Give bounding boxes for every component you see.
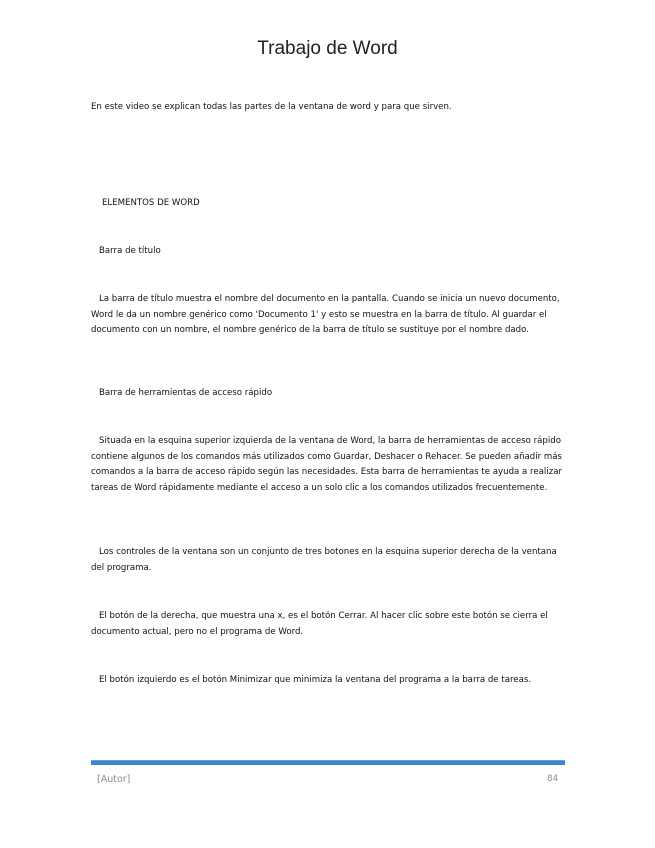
title-bar-heading: Barra de título [99,246,161,256]
footer-divider [91,760,565,765]
window-controls-paragraph: Los controles de la ventana son un conjunto de tres botones en la esquina superior derecha de la ventana del programa. [91,547,557,573]
footer-author: [Autor] [97,774,131,785]
quick-access-paragraph: Situada en la esquina superior izquierda de la ventana de Word, la barra de herramientas de acceso rápido contiene algunos de los comandos más utilizados como Guardar, Deshacer o Rehacer. Se pueden añadir más comandos a la barra de acceso rápido según las necesidades. Esta barra de herramientas te ayuda a realizar tareas de Word rápidamente mediante el acceso a un solo clic a los comandos utilizados frecuentemente. [91,436,563,493]
close-button-paragraph: El botón de la derecha, que muestra una x, es el botón Cerrar. Al hacer clic sobre este botón se cierra el documento actual, pero no el programa de Word. [91,611,548,637]
minimize-button-paragraph: El botón izquierdo es el botón Minimizar que minimiza la ventana del programa a la barra de tareas. [99,675,532,685]
page-number: 84 [547,774,558,784]
title-bar-paragraph: La barra de título muestra el nombre del documento en la pantalla. Cuando se inicia un nuevo documento, Word le da un nombre genérico como 'Documento 1' y esto se muestra en la barra de título. Al guardar el documento con un nombre, el nombre genérico de la barra de título se sustituye por el nombre dado. [91,294,560,335]
intro-paragraph: En este video se explican todas las partes de la ventana de word y para que sirven. [91,102,452,112]
section-heading: ELEMENTOS DE WORD [102,198,200,208]
quick-access-heading: Barra de herramientas de acceso rápido [99,388,273,398]
page-title: Trabajo de Word [257,38,398,59]
